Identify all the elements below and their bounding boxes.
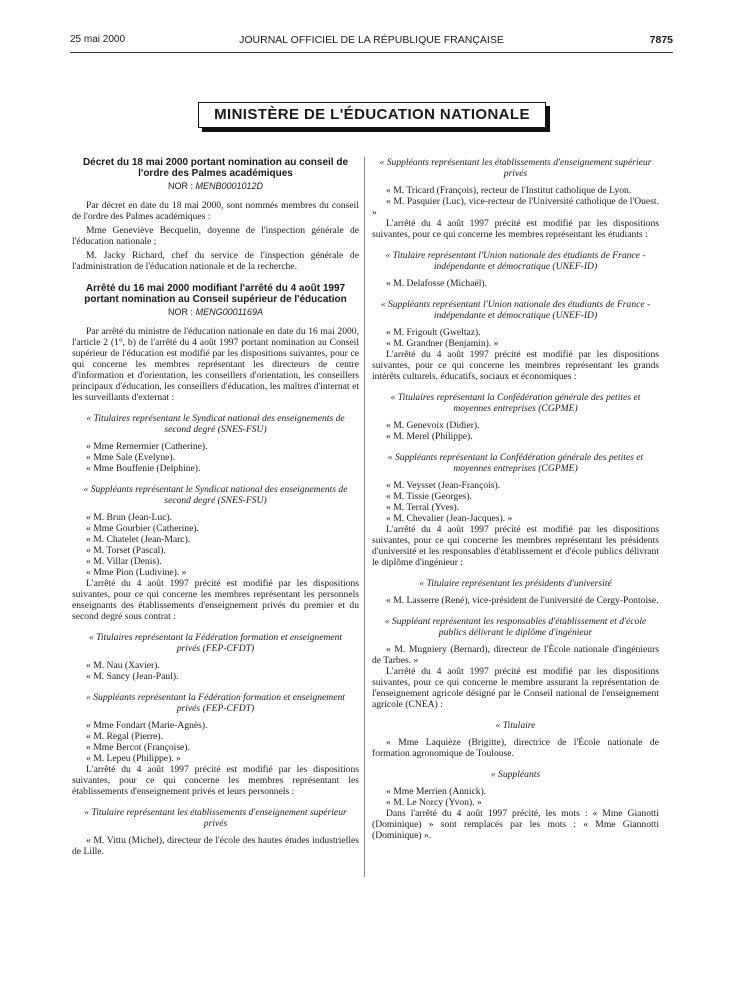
nor-code: MENG0001169A: [195, 307, 263, 317]
member-entry: « M. Lepeu (Philippe). »: [86, 753, 181, 764]
section-heading: « Titulaire: [495, 720, 536, 731]
member-entry: « M. Chatelet (Jean-Marc).: [86, 534, 191, 545]
member-entry: « M. Torset (Pascal).: [86, 545, 166, 556]
member-entry: « M. Brun (Jean-Luc).: [86, 512, 173, 523]
arrete-intro: Par arrêté du ministre de l'éducation nationale en date du 16 mai 2000, l'article 2 (1°, b) de l'arrêté du 4 août 1997 portant nomination au Conseil supérieur de l'éducation est modifié par les dispositions suivantes, pour ce qui concerne les membres représentant les directeurs de centre d'information et d'orientation, les conseillers d'orientation, les conseillers principaux d'éducation, les conseillers d'éducation, les maîtres d'internat et les surveillants d'externat :: [72, 326, 359, 403]
right-blocks: [372, 157, 659, 841]
section-heading: « Suppléants représentant la Fédération formation et enseignement privés (FEP-CFDT): [86, 692, 345, 714]
amendment-paragraph: L'arrêté du 4 août 1997 précité est modifié par les dispositions suivantes, pour ce qui concerne les membres représentant les personnels enseignants des établissements d'enseignement privés du premier et du second degré sous contrat :: [72, 578, 359, 622]
section-heading: « Suppléants représentant le Syndicat national des enseignements de second degré (SNES-FSU): [83, 484, 348, 506]
page-header: [70, 34, 673, 50]
decree-title: Décret du 18 mai 2000 portant nomination au conseil de l'ordre des Palmes académiques: [82, 157, 349, 179]
section-heading: « Suppléants représentant l'Union nationale des étudiants de France - indépendante et démocratique (UNEF-ID): [380, 299, 651, 321]
nor-label: NOR :: [167, 181, 193, 191]
section-heading: « Titulaire représentant l'Union nationale des étudiants de France - indépendante et démocratique (UNEF-ID): [385, 250, 646, 272]
member-entry: « M. Chevalier (Jean-Jacques). »: [386, 513, 513, 524]
member-entry: « M. Grandner (Benjamin). »: [386, 338, 499, 349]
left-column: [72, 157, 359, 857]
section-heading: « Titulaire représentant les présidents d'université: [419, 578, 612, 589]
amendment-paragraph: L'arrêté du 4 août 1997 précité est modifié par les dispositions suivantes, pour ce qui concerne les membres représentant les établissements d'enseignement privés et leurs personnels :: [72, 764, 359, 797]
section-heading: « Titulaires représentant le Syndicat national des enseignements de second degré (SNES-FSU): [86, 413, 345, 435]
member-entry: « M. Lasserre (René), vice-président de l'université de Cergy-Pontoise.: [386, 595, 659, 606]
member-entry: « M. Vittu (Michel), directeur de l'école des hautes études industrielles de Lille.: [72, 835, 359, 857]
member-entry: « Mme Remermier (Catherine).: [86, 441, 208, 452]
member-entry: « Mme Gourbier (Catherine).: [86, 523, 199, 534]
member-entry: « M. Merel (Philippe).: [386, 431, 473, 442]
section-heading: « Titulaires représentant la Confédération générale des petites et moyennes entreprises (CGPME): [390, 392, 641, 414]
section-heading: « Suppléants représentant les établissements d'enseignement supérieur privés: [379, 157, 652, 179]
section-heading: « Suppléant représentant les responsables d'établissement et d'école publics délivrant le diplôme d'ingénieur: [384, 616, 647, 638]
left-blocks: [72, 413, 359, 857]
amendment-paragraph: Dans l'arrêté du 4 août 1997 précité, les mots : « Mme Gianotti (Dominique) » sont remplacés par les mots : « Mme Giannotti (Dominique) ».: [372, 808, 659, 841]
right-column: [372, 157, 659, 844]
member-entry: « M. Genevoix (Didier).: [386, 420, 480, 431]
member-entry: « M. Le Norcy (Yvon). »: [386, 797, 482, 808]
decree-paragraph: Mme Geneviève Becquelin, doyenne de l'inspection générale de l'éducation nationale ;: [72, 225, 359, 247]
nor-reference: [72, 307, 359, 318]
amendment-paragraph: L'arrêté du 4 août 1997 précité est modifié par les dispositions suivantes, pour ce qui concerne les membres représentant les grands intérêts culturels, éducatifs, sociaux et économiques :: [372, 349, 659, 382]
section-heading: « Titulaire représentant les établissements d'enseignement supérieur privés: [84, 807, 347, 829]
section-heading: « Suppléants représentant la Confédération générale des petites et moyennes entreprises (CGPME): [387, 452, 644, 474]
amendment-paragraph: L'arrêté du 4 août 1997 précité est modifié par les dispositions suivantes, pour ce qui concerne les membres représentant les étudiants :: [372, 218, 659, 240]
section-heading: « Suppléants: [490, 769, 541, 780]
section-heading: « Titulaires représentant la Fédération formation et enseignement privés (FEP-CFDT): [88, 632, 343, 654]
member-entry: « M. Regal (Pierre).: [86, 731, 163, 742]
page-number: 7875: [649, 34, 673, 46]
member-entry: « M. Mugniery (Bernard), directeur de l'École nationale d'ingénieurs de Tarbes. »: [372, 644, 659, 666]
member-entry: « Mme Sale (Evelyne).: [86, 452, 175, 463]
arrete-title: Arrêté du 16 mai 2000 modifiant l'arrêté du 4 août 1997 portant nomination au Conseil supérieur de l'éducation: [84, 283, 347, 305]
journal-title: JOURNAL OFFICIEL DE LA RÉPUBLIQUE FRANÇAISE: [239, 34, 504, 46]
member-entry: « M. Frigoult (Gweltaz).: [386, 327, 481, 338]
header-rule: [70, 52, 673, 53]
member-entry: « M. Sancy (Jean-Paul).: [86, 671, 179, 682]
decree-paragraph: M. Jacky Richard, chef du service de l'inspection générale de l'administration de l'éducation nationale et de la recherche.: [72, 250, 359, 272]
member-entry: « M. Tissie (Georges).: [386, 491, 472, 502]
member-entry: « M. Delafosse (Michaël).: [386, 278, 487, 289]
amendment-paragraph: L'arrêté du 4 août 1997 précité est modifié par les dispositions suivantes, pour ce qui concerne le membre assurant la représentation de l'enseignement agricole désigné par le Conseil national de l'enseignement agricole (CNEA) :: [372, 666, 659, 710]
member-entry: « M. Nau (Xavier).: [86, 660, 160, 671]
member-entry: « Mme Bercot (Françoise).: [86, 742, 190, 753]
member-entry: « M. Pasquier (Luc), vice-recteur de l'Université catholique de l'Ouest. »: [372, 196, 659, 218]
member-entry: « M. Villar (Denis).: [86, 556, 162, 567]
member-entry: « Mme Laquièze (Brigitte), directrice de l'École nationale de formation agronomique de Toulouse.: [372, 737, 659, 759]
member-entry: « M. Terral (Yves).: [386, 502, 460, 513]
nor-label: NOR :: [168, 307, 194, 317]
nor-reference: [72, 181, 359, 192]
amendment-paragraph: L'arrêté du 4 août 1997 précité est modifié par les dispositions suivantes, pour ce qui concerne les membres représentant les présidents d'université et les responsables d'établissement et d'école publics délivrant le diplôme d'ingénieur :: [372, 524, 659, 568]
member-entry: « Mme Pion (Ludivine). »: [86, 567, 187, 578]
member-entry: « Mme Merrien (Annick).: [386, 786, 487, 797]
column-divider: [364, 157, 365, 877]
decree-paragraph: Par décret en date du 18 mai 2000, sont nommés membres du conseil de l'ordre des Palmes académiques :: [72, 200, 359, 222]
ministry-banner: MINISTÈRE DE L'ÉDUCATION NATIONALE: [198, 102, 546, 128]
member-entry: « Mme Fondart (Marie-Agnès).: [86, 720, 208, 731]
nor-code: MENB0001012D: [195, 181, 264, 191]
member-entry: « M. Veysset (Jean-François).: [386, 480, 501, 491]
member-entry: « Mme Bouffenie (Delphine).: [86, 463, 201, 474]
member-entry: « M. Tricard (François), recteur de l'Institut catholique de Lyon.: [386, 185, 632, 196]
issue-date: 25 mai 2000: [70, 34, 126, 45]
